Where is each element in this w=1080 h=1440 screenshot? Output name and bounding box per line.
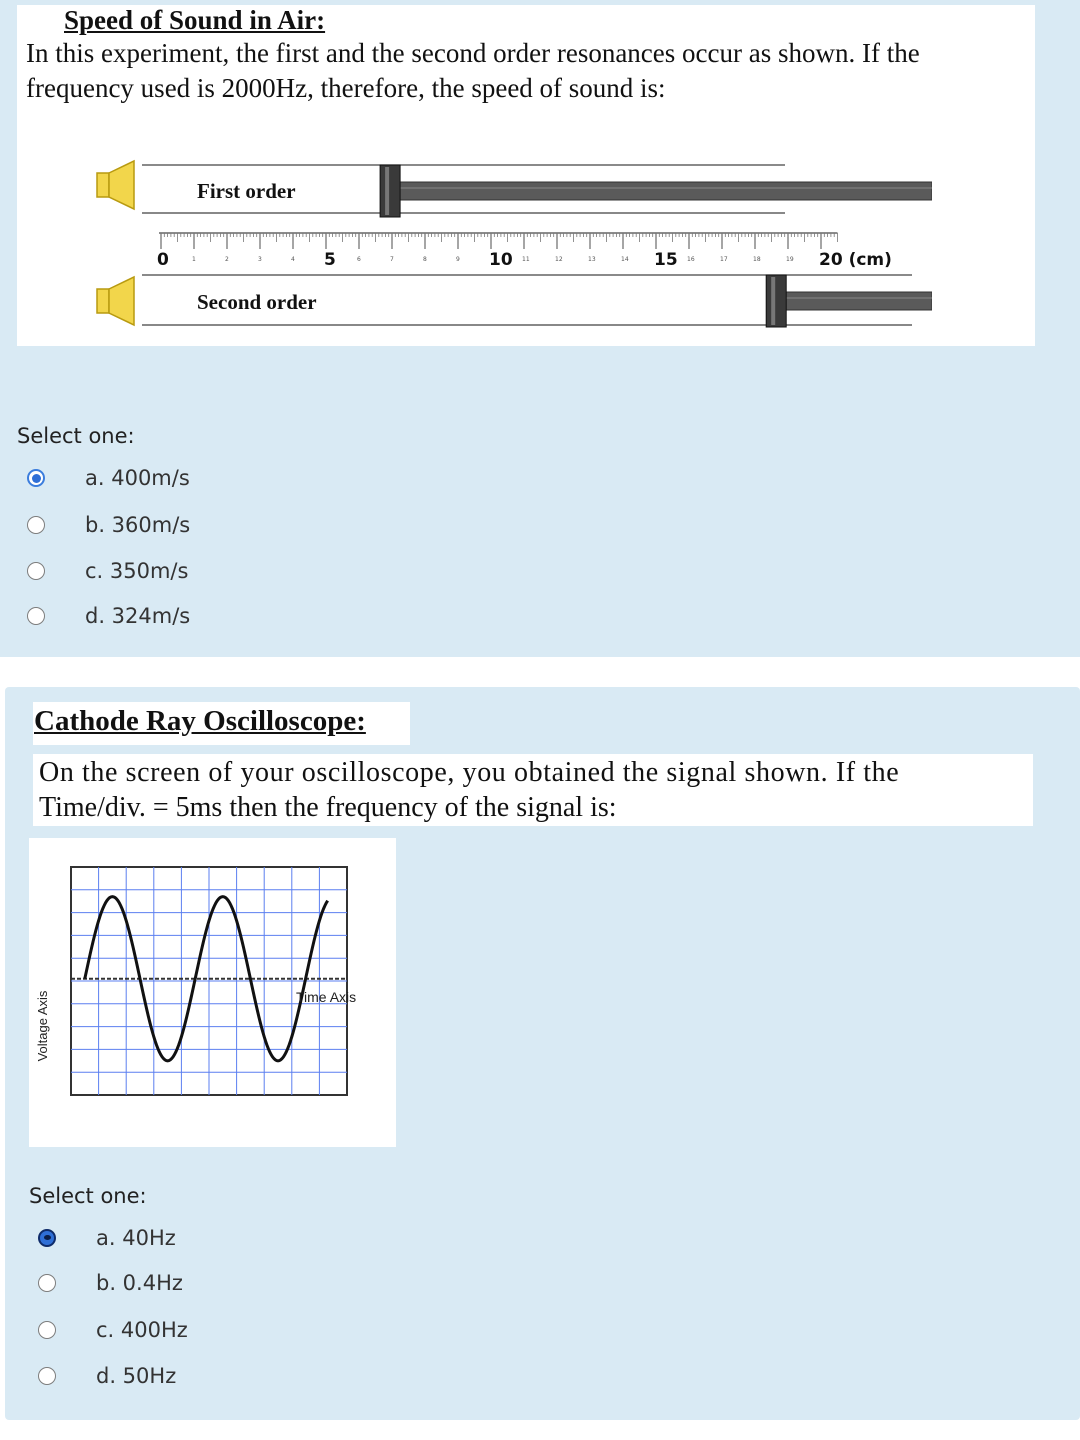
ruler-minor-label: 4	[291, 256, 295, 263]
option-label: c. 400Hz	[96, 1318, 188, 1342]
radio-button[interactable]	[38, 1367, 56, 1385]
ruler-minor-label: 2	[225, 256, 229, 263]
question-1-content	[17, 5, 1035, 346]
radio-button[interactable]	[27, 516, 45, 534]
ruler	[157, 233, 892, 270]
radio-button-checked[interactable]	[38, 1229, 56, 1247]
oscilloscope-figure	[29, 838, 396, 1147]
ruler-minor-label: 11	[522, 256, 530, 263]
resonance-tube-figure	[92, 153, 932, 343]
ruler-major-label: 5	[324, 250, 336, 270]
question-1-panel	[0, 0, 1080, 657]
option-label: b. 0.4Hz	[96, 1271, 183, 1295]
voltage-axis-label: Voltage Axis	[35, 990, 50, 1062]
ruler-minor-label: 17	[720, 256, 728, 263]
ruler-minor-label: 18	[753, 256, 761, 263]
radio-button-checked[interactable]	[27, 469, 45, 487]
question-2-panel	[5, 687, 1080, 1420]
question-2-text-line-1: On the screen of your oscilloscope, you obtained the signal shown. If the	[39, 757, 900, 788]
ruler-minor-label: 9	[456, 256, 460, 263]
speaker-1-icon	[97, 161, 134, 209]
question-1-title: Speed of Sound in Air:	[64, 5, 326, 35]
option-label: d. 324m/s	[85, 604, 191, 628]
time-axis-label: Time Axis	[296, 989, 357, 1005]
question-2-title: Cathode Ray Oscilloscope:	[34, 705, 366, 737]
ruler-minor-label: 6	[357, 256, 361, 263]
radio-button[interactable]	[38, 1274, 56, 1292]
ruler-minor-label: 7	[390, 256, 394, 263]
ruler-minor-label: 16	[687, 256, 695, 263]
ruler-major-label: 0	[157, 250, 169, 270]
first-order-piston	[380, 165, 932, 217]
question-1-text-line-1: In this experiment, the first and the second order resonances occur as shown. If the	[26, 38, 920, 68]
ruler-minor-label: 12	[555, 256, 563, 263]
speaker-2-icon	[97, 277, 134, 325]
ruler-minor-label: 3	[258, 256, 262, 263]
ruler-minor-label: 14	[621, 256, 629, 263]
option-label: a. 400m/s	[85, 466, 190, 490]
question-2-text-line-2: Time/div. = 5ms then the frequency of the signal is:	[39, 792, 617, 823]
radio-button[interactable]	[38, 1321, 56, 1339]
question-2-title-box	[33, 702, 410, 745]
ruler-major-label: 15	[654, 250, 678, 270]
question-2-select-label: Select one:	[29, 1184, 147, 1208]
question-2-text-box	[33, 754, 1033, 826]
radio-button[interactable]	[27, 562, 45, 580]
ruler-major-label: 10	[489, 250, 513, 270]
second-order-label: Second order	[197, 290, 317, 314]
question-1-text-line-2: frequency used is 2000Hz, therefore, the speed of sound is:	[26, 73, 666, 103]
option-label: c. 350m/s	[85, 559, 189, 583]
question-1-select-label: Select one:	[17, 424, 135, 448]
ruler-minor-label: 1	[192, 256, 196, 263]
ruler-major-label: 20 (cm)	[819, 250, 892, 270]
first-order-label: First order	[197, 179, 296, 203]
option-label: a. 40Hz	[96, 1226, 176, 1250]
option-label: d. 50Hz	[96, 1364, 177, 1388]
oscilloscope-screen	[29, 838, 396, 1147]
ruler-minor-label: 19	[786, 256, 794, 263]
option-label: b. 360m/s	[85, 513, 191, 537]
ruler-minor-label: 8	[423, 256, 427, 263]
radio-button[interactable]	[27, 607, 45, 625]
second-order-piston	[766, 275, 932, 327]
ruler-minor-label: 13	[588, 256, 596, 263]
